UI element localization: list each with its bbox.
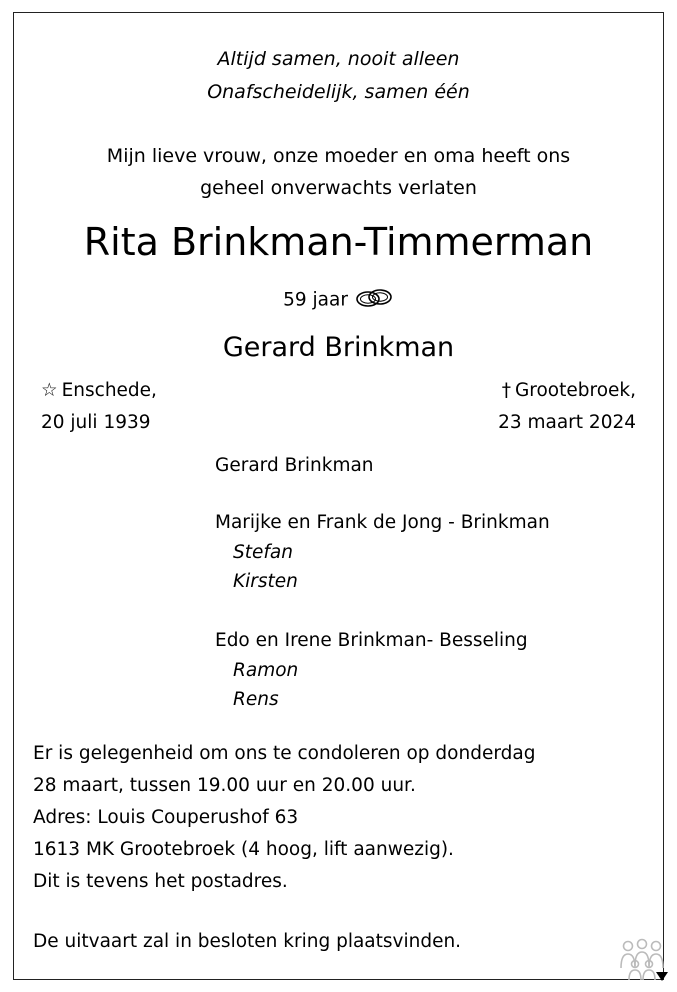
- deceased-name: Rita Brinkman-Timmerman: [83, 220, 594, 264]
- family-group-1-child-2: Kirsten: [233, 571, 298, 592]
- family-group-2-child-2: Rens: [233, 689, 279, 710]
- star-icon: ☆: [41, 380, 58, 401]
- info-line-6: De uitvaart zal in besloten kring plaatsvinden.: [33, 931, 462, 952]
- birth-place: Enschede,: [61, 380, 157, 401]
- family-husband: Gerard Brinkman: [215, 455, 374, 476]
- intro-line-2: geheel onverwachts verlaten: [200, 177, 477, 199]
- info-line-5: Dit is tevens het postadres.: [33, 871, 288, 892]
- spouse-name: Gerard Brinkman: [222, 332, 455, 363]
- age-line: [0, 287, 677, 314]
- info-line-3: Adres: Louis Couperushof 63: [33, 807, 299, 828]
- motto-line-2: Onafscheidelijk, samen één: [207, 81, 470, 103]
- family-group-1-parents: Marijke en Frank de Jong - Brinkman: [215, 512, 550, 533]
- death-place-line: [502, 380, 636, 401]
- cross-icon: †: [501, 380, 511, 401]
- info-line-1: Er is gelegenheid om ons te condoleren op donderdag: [33, 743, 536, 764]
- family-group-2-parents: Edo en Irene Brinkman- Besseling: [215, 630, 528, 651]
- family-group-2-child-1: Ramon: [233, 660, 299, 681]
- death-date: 23 maart 2024: [498, 412, 636, 433]
- birth-place-line: [41, 380, 157, 401]
- wedding-rings-icon: [354, 287, 394, 314]
- family-group-1-child-1: Stefan: [233, 542, 293, 563]
- intro-line-1: Mijn lieve vrouw, onze moeder en oma heeft ons: [106, 145, 571, 167]
- death-place: Grootebroek,: [514, 380, 636, 401]
- people-group-logo-icon: [618, 938, 670, 988]
- motto-line-1: Altijd samen, nooit alleen: [217, 48, 460, 70]
- info-line-4: 1613 MK Grootebroek (4 hoog, lift aanwezig).: [33, 839, 454, 860]
- birth-date: 20 juli 1939: [41, 412, 151, 433]
- age-text: 59 jaar: [283, 289, 348, 311]
- info-line-2: 28 maart, tussen 19.00 uur en 20.00 uur.: [33, 775, 416, 796]
